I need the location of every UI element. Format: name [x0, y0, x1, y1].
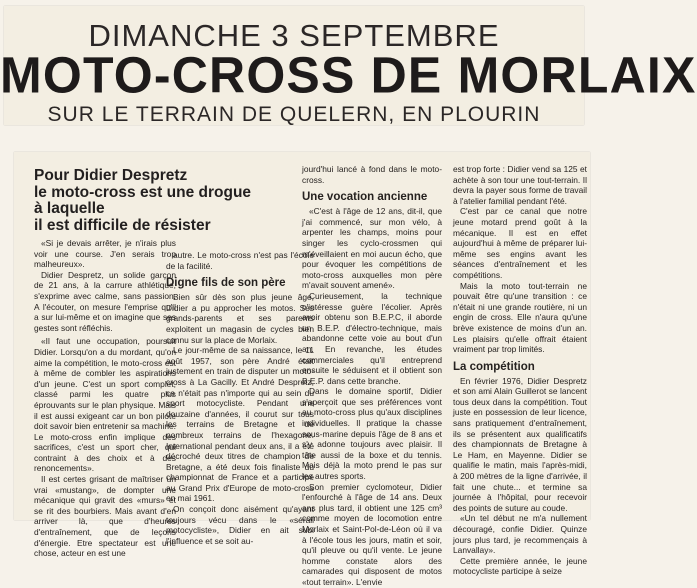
paragraph: C'est par ce canal que notre jeune motard prend goût à la mécanique. Il est en effet aujourd'hui à même de préparer lui-même ses engins avant les séances d'entraînement et les compétitions. [453, 206, 587, 280]
event-title: MOTO-CROSS DE MORLAIX [0, 46, 697, 104]
section-heading: La compétition [453, 360, 535, 373]
headline-line: à laquelle [34, 200, 105, 217]
date-heading: DIMANCHE 3 SEPTEMBRE [88, 18, 500, 53]
article-clipping [14, 152, 590, 587]
paragraph: On conçoit donc aisément qu'ayant toujours vécu dans le «sérail motocycliste», Didier en ait subi l'influence et se soit au- [166, 504, 314, 546]
paragraph: autre. Le moto-cross n'est pas l'école de la facilité. [166, 250, 314, 271]
headline-line: le moto-cross est une drogue [34, 183, 252, 201]
column-1 [34, 238, 176, 559]
paragraph: Cette première année, le jeune motocycliste participe à seize [453, 555, 587, 577]
paragraph: est trop forte : Didier vend sa 125 et achète à son tour une tout-terrain. Il devra la payer sous forme de travail à l'atelier familial pendant l'été. [453, 164, 587, 206]
section-heading: Digne fils de son père [166, 277, 286, 290]
paragraph: «Il faut une occupation, poursuit Didier. Lorsqu'on a du mordant, qu'on aime la compétition, le moto-cross est à même de combler les aspirations d'un jeune. C'est un sport complet, classé parmi les quatre plus éprouvants sur le plan physique. Mais il est aussi exigeant car un bon pilote doit savoir bien entretenir sa machine. Le moto-cross enfin implique des sacrifices, c'est un sport cher, qui contraint à des choix et à des renoncements». [34, 336, 176, 474]
location-subtitle: SUR LE TERRAIN DE QUELERN, EN PLOURIN [47, 103, 541, 126]
column-2 [166, 250, 314, 546]
paragraph: «Si je devais arrêter, je n'irais plus voir une course. J'en serais trop malheureux». [34, 238, 176, 270]
paragraph: «C'est à l'âge de 12 ans, dit-il, que j'ai commencé, sur mon vélo, à arpenter les champs, moins pour singer les cyclo-crossmen qui m'éveillaient en moi aucun écho, que pour évoquer les compétitions de moto-cross auxquelles mon père m'avait souvent amené». [302, 206, 442, 291]
paragraph: En février 1976, Didier Despretz et son ami Alain Guillerot se lancent tous deux dans la compétition. Tout juste en possession de leur licence, sans pratiquement d'entraînement, ils se présentent aux qualificatifs des championnats de Bretagne à Le Ham, en Mayenne. Didier se qualifie le matin, mais l'après-midi, à 200 mètres de la ligne d'arrivée, il fait une chute... et termine sa journée à l'hôpital, pour recevoir des points de suture au coude. [453, 375, 587, 513]
paragraph: Dans le domaine sportif, Didier s'aperçoit que ses préférences vont au moto-cross plus qu'aux disciplines individuelles. Il pratique la chasse sous-marine depuis l'âge de 8 ans et s'y adonne toujours avec plaisir. Il tâte aussi de la boxe et du tennis. Mais déjà la moto prend le pas sur les autres sports. [302, 386, 442, 482]
paragraph: Le jour-même de sa naissance, le 11 août 1957, son père André était justement en train de disputer un moto-cross à La Gacilly. Et André Despretz, ce n'était pas n'importe qui au sein du sport motocycliste. Pendant une douzaine d'années, il courut sur tous les terrains de Bretagne et de nombreux terrains de l'hexagone. International pendant deux ans, il a été décroché deux titres de champion de Bretagne, a été deux fois finaliste du championnat de France et a participé au Grand Prix d'Europe de moto-cross en mai 1961. [166, 345, 314, 504]
paragraph: jourd'hui lancé à fond dans le moto-cross. [302, 164, 442, 185]
column-3 [302, 164, 442, 588]
headline-line: Pour Didier Despretz [34, 167, 188, 184]
paragraph: Curieusement, la technique n'intéresse guère l'écolier. Après avoir obtenu son B.E.P.C, il aborde un B.E.P. d'électro-technique, mais abandonne cette voie au bout d'un an. En revanche, les études commerciales qu'il entreprend ensuite le séduisent et il obtient son B.E.P. dans cette branche. [302, 290, 442, 386]
paragraph: Didier Despretz, un solide garçon de 21 ans, à la carrure athlétique, s'exprime avec calme, sans passion. A l'écouter, on mesure l'emprise qu'il a sur lui-même et on imagine que ses gestes sont réfléchis. [34, 269, 176, 333]
article-headline [34, 168, 304, 234]
paragraph: Il est certes grisant de maîtriser un vrai «mustang», de dompter une mécanique qui gravit des «murs» et se rit des bourbiers. Mais avant d'en arriver là, que d'heures d'entraînement, que de leçons d'énergie. Etre spectateur est une chose, acteur en est une [34, 474, 176, 559]
headline-line: il est difficile de résister [34, 216, 211, 234]
paragraph: Son premier cyclomoteur, Didier l'enfourché à l'âge de 14 ans. Deux ans plus tard, il obtient une 125 cm³ comme moyen de locomotion entre Morlaix et Saint-Pol-de-Léon où il va à l'école tous les jours, matin et soir, qu'il pleuve ou qu'il vente. Le jeune homme constate alors des camarades qui disposent de motos «tout terrain». L'envie [302, 481, 442, 587]
header-clipping [0, 6, 697, 126]
paragraph: «Un tel début ne m'a nullement découragé, confie Didier. Quinze jours plus tard, je recommençais à Lanvallay». [453, 513, 587, 556]
paragraph: Bien sûr dès son plus jeune âge, Didier a pu approcher les motos. Ses grands-parents et ses parents exploitent un magasin de cycles bien connu sur la place de Morlaix. [166, 292, 314, 345]
section-heading: Une vocation ancienne [302, 191, 428, 204]
column-4 [453, 164, 587, 577]
paragraph: Mais la moto tout-terrain ne pouvait être qu'une transition : ce n'était ni une grande routière, ni un engin de cross. Elle n'aura qu'une brève existence de moins d'un an. Les plaisirs qu'elle offrait étaient vraiment par trop limités. [453, 280, 587, 355]
